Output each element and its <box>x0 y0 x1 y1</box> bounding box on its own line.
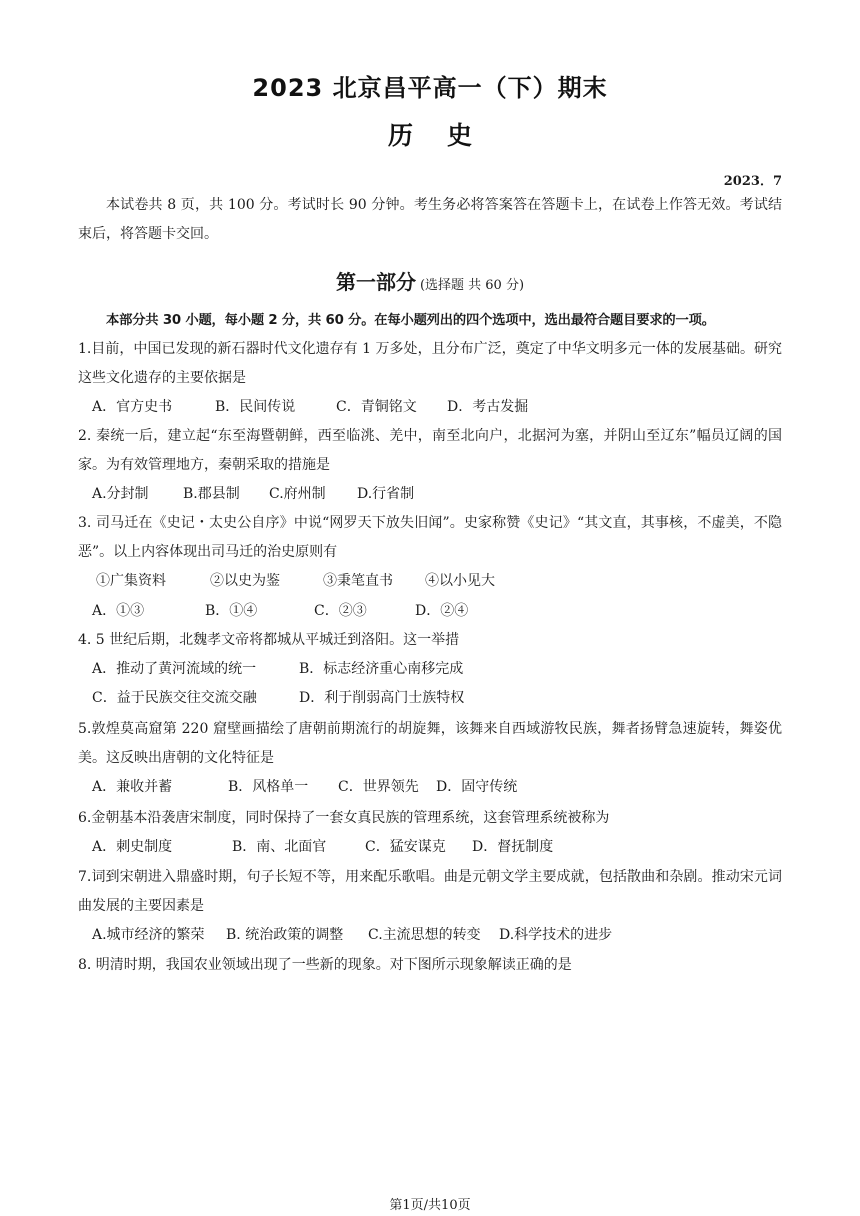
section-instruction: 本部分共 30 小题，每小题 2 分，共 60 分。在每小题列出的四个选项中，选出最符合题目要求的一项。 <box>106 313 715 328</box>
question-4-stem: 4. 5 世纪后期，北魏孝文帝将都城从平城迁到洛阳。这一举措 <box>78 632 460 648</box>
question-7-stem: 7.词到宋朝进入鼎盛时期，句子长短不等，用来配乐歌唱。曲是元朝文学主要成就，包括散曲和杂剧。推动宋元词曲发展的主要因素是 <box>78 869 782 914</box>
question-6-options <box>92 833 553 862</box>
subject-title: 历史 <box>387 121 506 150</box>
option: A．①③ <box>92 603 145 619</box>
question-7-options <box>92 921 612 950</box>
choice-item: ③秉笔直书 <box>323 573 393 589</box>
question-2-stem: 2. 秦统一后，建立起“东至海暨朝鲜，西至临洮、羌中，南至北向户，北据河为塞，并阴山至辽东”幅员辽阔的国家。为有效管理地方，秦朝采取的措施是 <box>78 428 782 473</box>
option: B．民间传说 <box>215 399 296 415</box>
option: D.科学技术的进步 <box>499 927 613 943</box>
section-heading <box>0 266 860 295</box>
option: C．世界领先 <box>338 779 419 795</box>
question-3-choices <box>96 567 495 596</box>
section-note: (选择题 共 60 分) <box>419 278 525 293</box>
option: C．猛安谋克 <box>365 839 446 855</box>
question-4-options-row1 <box>92 655 463 684</box>
option: B．南、北面官 <box>232 839 327 855</box>
choice-item: ①广集资料 <box>96 573 166 589</box>
option: A．推动了黄河流域的统一 <box>92 661 257 677</box>
page-footer: 第1页/共10页 <box>389 1198 471 1213</box>
option: A.分封制 <box>92 486 149 502</box>
question-5-stem: 5.敦煌莫高窟第 220 窟壁画描绘了唐朝前期流行的胡旋舞，该舞来自西域游牧民族，舞者扬臂急速旋转，舞姿优美。这反映出唐朝的文化特征是 <box>78 721 782 766</box>
question-2-options <box>92 480 414 509</box>
option: D．考古发掘 <box>447 399 529 415</box>
option: B．①④ <box>205 603 258 619</box>
option: B．标志经济重心南移完成 <box>299 661 464 677</box>
option: C．青铜铭文 <box>336 399 417 415</box>
exam-date: 2023．7 <box>723 174 782 189</box>
option: D．②④ <box>415 603 469 619</box>
option: A．兼收并蓄 <box>92 779 173 795</box>
option: B. 统治政策的调整 <box>226 927 344 943</box>
option: A．官方史书 <box>92 399 173 415</box>
option: A.城市经济的繁荣 <box>92 927 205 943</box>
option: A．刺史制度 <box>92 839 173 855</box>
question-6-stem: 6.金朝基本沿袭唐宋制度，同时保持了一套女真民族的管理系统，这套管理系统被称为 <box>78 810 610 826</box>
option: D．固守传统 <box>436 779 518 795</box>
question-4-options-row2 <box>92 684 464 713</box>
question-8-stem: 8. 明清时期，我国农业领域出现了一些新的现象。对下图所示现象解读正确的是 <box>78 957 572 973</box>
question-3-stem: 3. 司马迁在《史记・太史公自序》中说“网罗天下放失旧闻”。史家称赞《史记》“其文直，其事核，不虚美，不隐恶”。以上内容体现出司马迁的治史原则有 <box>78 515 782 560</box>
option: C.府州制 <box>269 486 326 502</box>
option: B．风格单一 <box>228 779 309 795</box>
exam-instructions: 本试卷共 8 页，共 100 分。考试时长 90 分钟。考生务必将答案答在答题卡上，在试卷上作答无效。考试结束后，将答题卡交回。 <box>78 197 782 242</box>
question-5-options <box>92 773 517 802</box>
option: C．益于民族交往交流交融 <box>92 690 257 706</box>
option: D．利于削弱高门士族特权 <box>299 690 465 706</box>
option: C.主流思想的转变 <box>368 927 481 943</box>
option: D.行省制 <box>357 486 415 502</box>
question-3-options <box>92 597 468 626</box>
choice-item: ④以小见大 <box>425 573 495 589</box>
choice-item: ②以史为鉴 <box>210 573 280 589</box>
option: B.郡县制 <box>183 486 240 502</box>
question-1-options <box>92 393 528 422</box>
option: C．②③ <box>314 603 367 619</box>
exam-title: 2023 北京昌平高一（下）期末 <box>252 74 608 102</box>
option: D．督抚制度 <box>472 839 554 855</box>
question-1-stem: 1.目前，中国已发现的新石器时代文化遗存有 1 万多处，且分布广泛，奠定了中华文明多元一体的发展基础。研究这些文化遗存的主要依据是 <box>78 341 782 386</box>
section-title: 第一部分 <box>335 270 416 294</box>
